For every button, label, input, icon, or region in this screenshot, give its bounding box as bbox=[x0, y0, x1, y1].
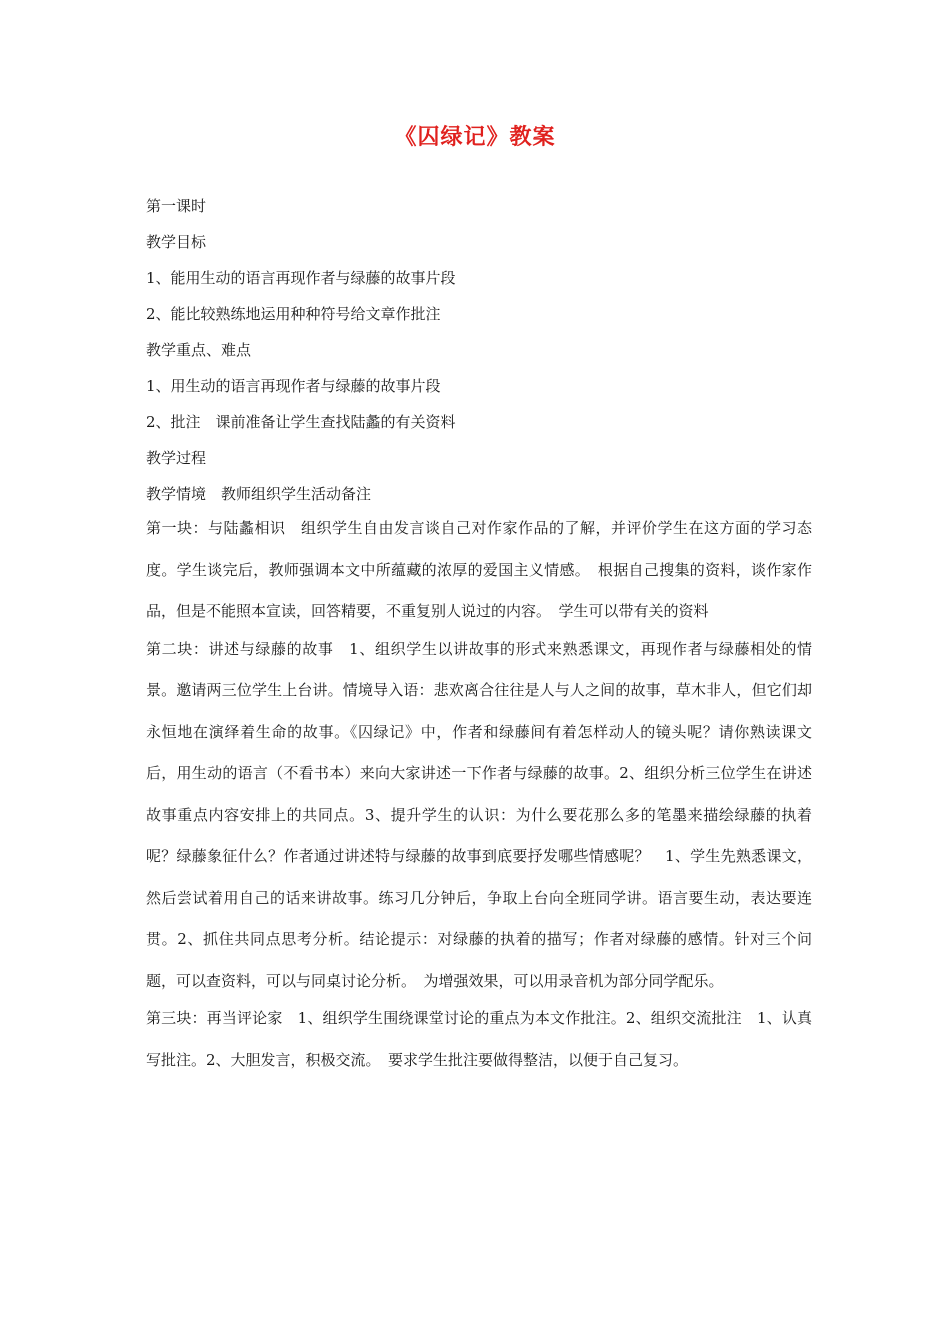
lesson-period: 第一课时 bbox=[146, 197, 207, 215]
objective-item: 2、能比较熟练地运用种种符号给文章作批注 bbox=[146, 305, 441, 323]
process-block-2: 第二块：讲述与绿藤的故事 1、组织学生以讲故事的形式来熟悉课文，再现作者与绿藤相处的情景。邀请两三位学生上台讲。情境导入语：悲欢离合往往是人与人之间的故事，草木非人，但它们却永恒地在演绎着生命的故事。《囚绿记》中，作者和绿藤间有着怎样动人的镜头呢？请你熟读课文后，用生动的语言（不看书本）来向大家讲述一下作者与绿藤的故事。2、组织分析三位学生在讲述故事重点内容安排上的共同点。3、提升学生的认识：为什么要花那么多的笔墨来描绘绿藤的执着呢？绿藤象征什么？作者通过讲述特与绿藤的故事到底要抒发哪些情感呢？ 1、学生先熟悉课文，然后尝试着用自己的话来讲故事。练习几分钟后，争取上台向全班同学讲。语言要生动，表达要连贯。2、抓住共同点思考分析。结论提示：对绿藤的执着的描写；作者对绿藤的感情。针对三个问题，可以查资料，可以与同桌讨论分析。 为增强效果，可以用录音机为部分同学配乐。 bbox=[146, 639, 812, 990]
section-heading-key-points: 教学重点、难点 bbox=[146, 341, 252, 359]
document-body bbox=[146, 188, 812, 1081]
section-heading-process: 教学过程 bbox=[146, 449, 207, 467]
key-point-item: 2、批注 课前准备让学生查找陆蠡的有关资料 bbox=[146, 413, 456, 431]
key-point-item: 1、用生动的语言再现作者与绿藤的故事片段 bbox=[146, 377, 441, 395]
document-title: 《囚绿记》教案 bbox=[394, 125, 556, 150]
process-block-3: 第三块：再当评论家 1、组织学生围绕课堂讨论的重点为本文作批注。2、组织交流批注 1、认真写批注。2、大胆发言，积极交流。 要求学生批注要做得整洁，以便于自己复习。 bbox=[146, 1009, 812, 1069]
objective-item: 1、能用生动的语言再现作者与绿藤的故事片段 bbox=[146, 269, 456, 287]
process-block-1: 第一块：与陆蠡相识 组织学生自由发言谈自己对作家作品的了解，并评价学生在这方面的学习态度。学生谈完后，教师强调本文中所蕴藏的浓厚的爱国主义情感。 根据自己搜集的资料，谈作家作品，但是不能照本宣读，回答精要，不重复别人说过的内容。 学生可以带有关的资料 bbox=[146, 519, 812, 620]
section-heading-objectives: 教学目标 bbox=[146, 233, 207, 251]
process-table-header: 教学情境 教师组织学生活动备注 bbox=[146, 485, 372, 503]
